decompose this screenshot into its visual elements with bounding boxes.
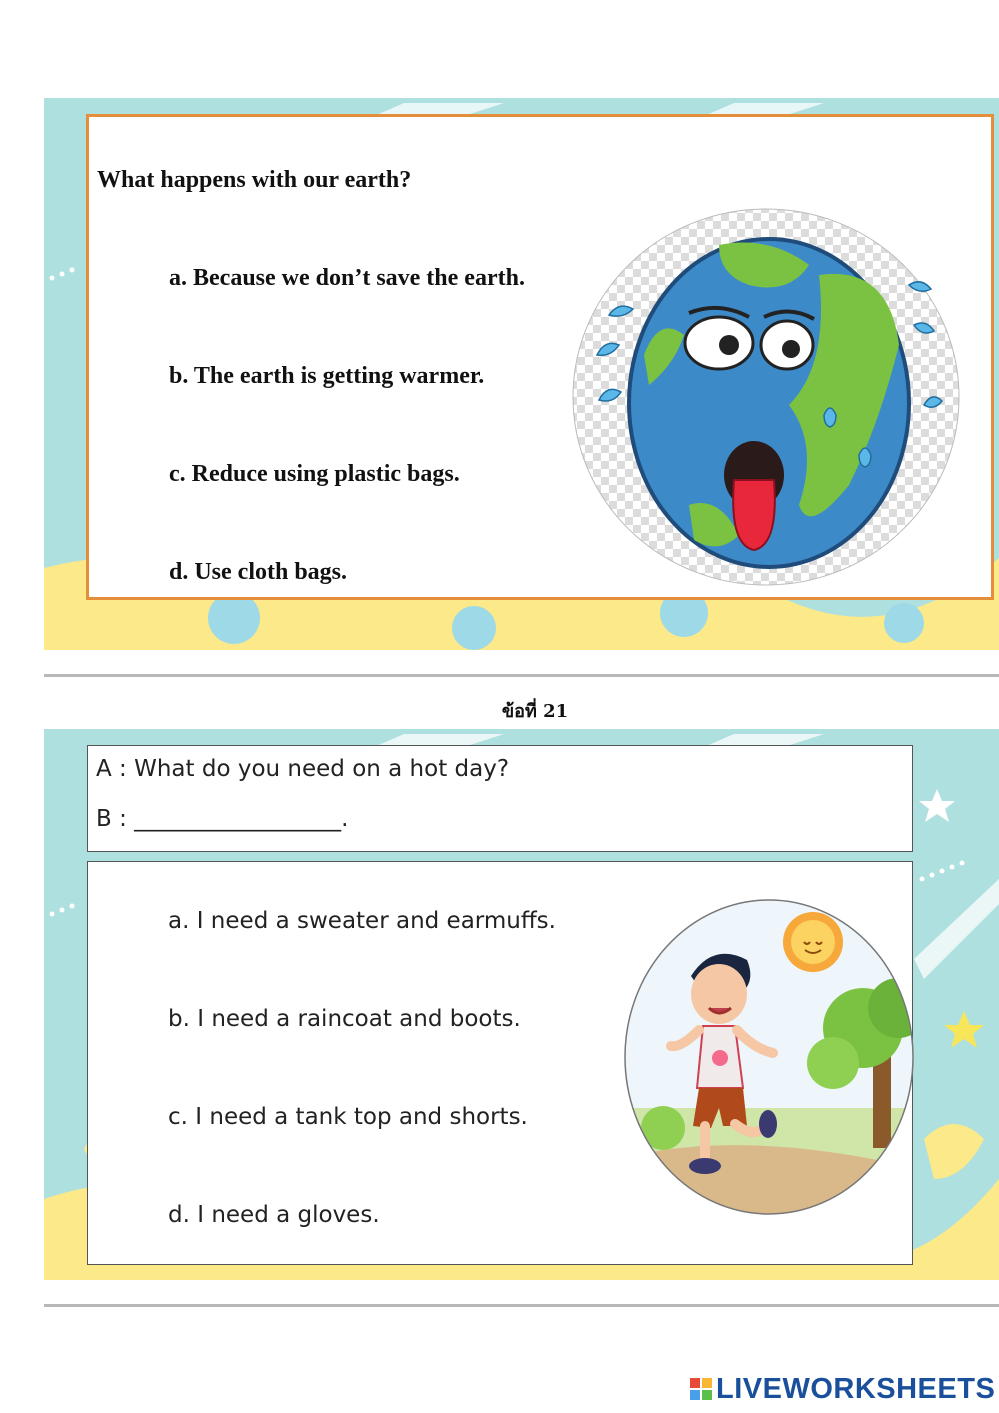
dialog-line-b: B : __________________. (96, 806, 349, 832)
option-b[interactable]: b. The earth is getting warmer. (169, 363, 485, 389)
question-prompt: What happens with our earth? (97, 167, 412, 193)
option-a[interactable]: a. Because we don’t save the earth. (169, 265, 525, 291)
option-d[interactable]: d. Use cloth bags. (169, 559, 348, 585)
question-number-label: ข้อที่ 21 (501, 701, 569, 722)
option-d[interactable]: d. I need a gloves. (168, 1202, 380, 1228)
option-b[interactable]: b. I need a raincoat and boots. (168, 1006, 521, 1032)
brand-name: LIVEWORKSHEETS (716, 1372, 996, 1405)
brand-logo[interactable] (690, 1372, 995, 1406)
option-c[interactable]: c. Reduce using plastic bags. (169, 461, 460, 487)
option-c[interactable]: c. I need a tank top and shorts. (168, 1104, 528, 1130)
boy-running-image (623, 898, 915, 1216)
dialog-line-a: A : What do you need on a hot day? (96, 756, 510, 782)
options-box (87, 861, 913, 1265)
question-box (86, 114, 994, 600)
divider (44, 674, 999, 677)
divider (44, 1304, 999, 1307)
sweating-earth-image (569, 205, 964, 590)
question-card-2 (44, 729, 999, 1280)
brand-mark-icon (690, 1378, 712, 1400)
question-card-1 (44, 98, 999, 650)
option-a[interactable]: a. I need a sweater and earmuffs. (168, 908, 556, 934)
dialog-box (87, 745, 913, 852)
